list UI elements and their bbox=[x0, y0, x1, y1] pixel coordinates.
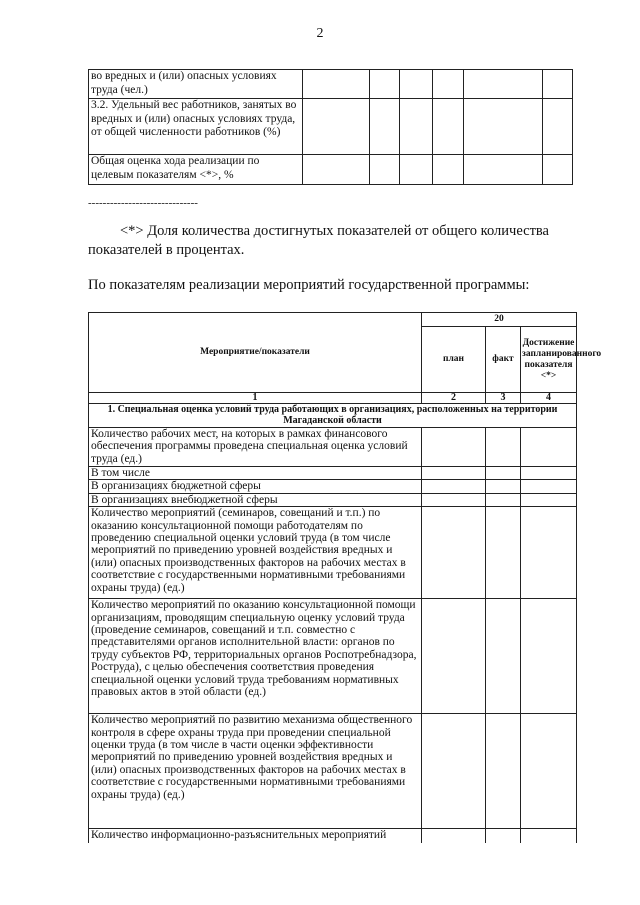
footnote-separator: ------------------------------ bbox=[88, 197, 198, 209]
table-row bbox=[89, 599, 577, 714]
activity-label: В том числе bbox=[89, 467, 422, 480]
intro-text: По показателям реализации мероприятий государственной программы: bbox=[88, 277, 530, 293]
column-header-plan: план bbox=[422, 327, 486, 393]
activity-label: Количество рабочих мест, на которых в рамках финансового обеспечения программы проведена специальная оценка условий труда (ед.) bbox=[89, 428, 422, 467]
indicator-label: во вредных и (или) опасных условиях труда (чел.) bbox=[89, 70, 303, 99]
column-header-year: 20 bbox=[422, 313, 577, 327]
column-header-fact: факт bbox=[486, 327, 521, 393]
table-row bbox=[89, 507, 577, 599]
activities-table bbox=[88, 312, 602, 843]
table-row bbox=[89, 428, 577, 467]
table-row bbox=[89, 99, 573, 155]
table-row bbox=[89, 493, 577, 506]
activity-label: Количество мероприятий (семинаров, совещаний и т.п.) по оказанию консультационной помощи работодателям по проведению специальной оценки условий труда (в том числе мероприятий по приведению уровней воздействия вредных и (или) опасных производственных факторов на рабочих местах в соответствие с государственными нормативными требованиями охраны труда) (ед.) bbox=[89, 507, 422, 599]
indicator-label: 3.2. Удельный вес работников, занятых во вредных и (или) опасных условиях труда, от общей численности работников (%) bbox=[89, 99, 303, 155]
indicators-table-continued bbox=[88, 69, 573, 185]
column-header-achieved: Достижение запланированного показателя <*> bbox=[521, 327, 577, 393]
table-row bbox=[89, 467, 577, 480]
activity-label: В организациях внебюджетной сферы bbox=[89, 493, 422, 506]
column-header-activity: Мероприятие/показатели bbox=[89, 313, 422, 393]
activity-label: Количество информационно-разъяснительных мероприятий bbox=[89, 829, 422, 843]
indicator-label: Общая оценка хода реализации по целевым показателям <*>, % bbox=[89, 155, 303, 185]
column-number: 1 bbox=[89, 393, 422, 404]
activity-label: Количество мероприятий по оказанию консультационной помощи организациям, проводящим специальную оценку условий труда (проведение семинаров, совещаний и т.п. совместно с представителями органов исполнительной власти: органов по труду субъектов РФ, территориальных органов Роспотребнадзора, Роструда), с целью обеспечения соответствия проведения специальной оценки условий труда требованиям нормативных правовых актов в этой области (ед.) bbox=[89, 599, 422, 714]
activity-label: Количество мероприятий по развитию механизма общественного контроля в сфере охраны труда при проведении специальной оценки труда (в том числе в части оценки эффективности мероприятий по приведению уровней воздействия вредных и (или) опасных производственных факторов на рабочих местах в соответствие с государственными нормативными требованиями охраны труда) (ед.) bbox=[89, 714, 422, 829]
column-number: 4 bbox=[521, 393, 577, 404]
footnote-text: <*> Доля количества достигнутых показателей от общего количества показателей в процентах. bbox=[88, 223, 549, 258]
table-row bbox=[89, 480, 577, 493]
table-row bbox=[89, 829, 577, 843]
table-row bbox=[89, 155, 573, 185]
column-number: 3 bbox=[486, 393, 521, 404]
table-row bbox=[89, 714, 577, 829]
column-numbers-row bbox=[89, 393, 577, 404]
activity-label: В организациях бюджетной сферы bbox=[89, 480, 422, 493]
column-number: 2 bbox=[422, 393, 486, 404]
page-number: 2 bbox=[316, 26, 324, 41]
table-row bbox=[89, 70, 573, 99]
section-title: 1. Специальная оценка условий труда работающих в организациях, расположенных на территории Магаданской области bbox=[89, 404, 577, 428]
